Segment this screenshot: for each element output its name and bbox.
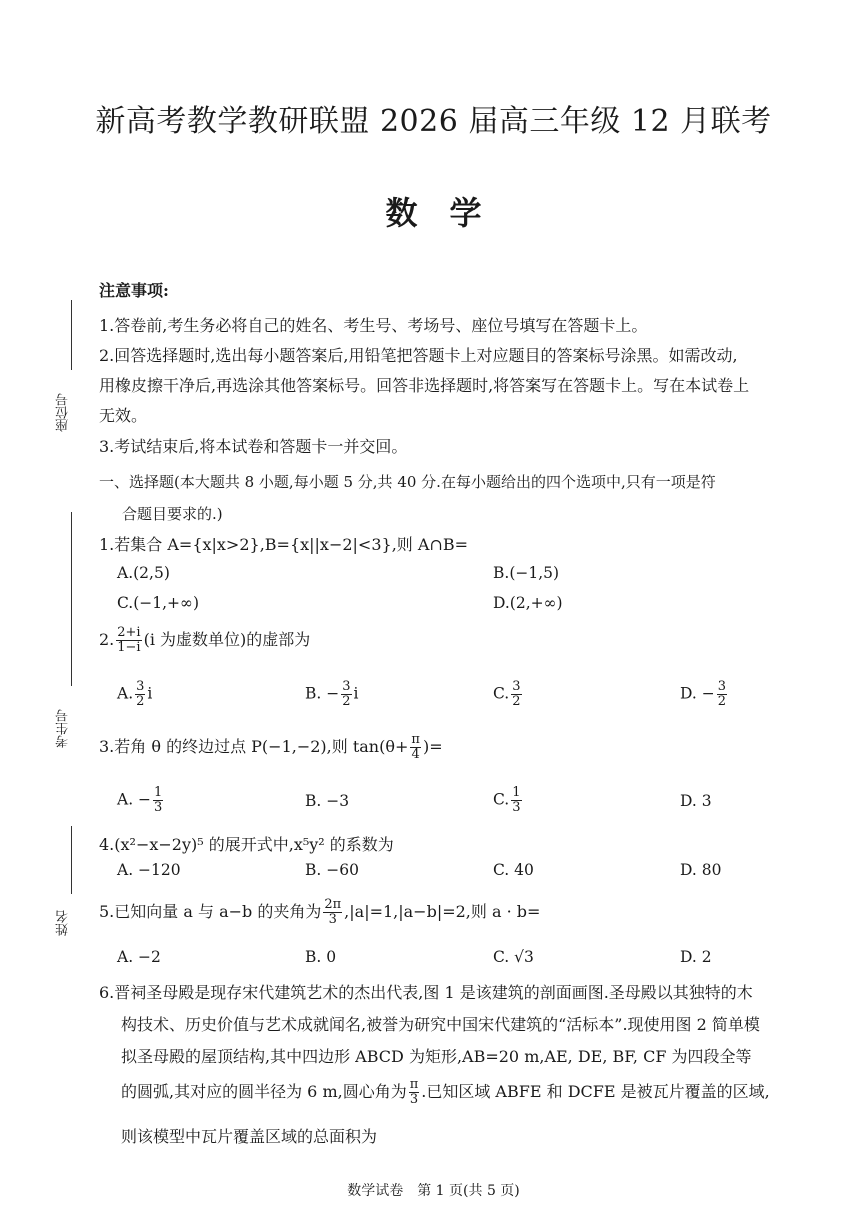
q1-option-b: B.(−1,5) [493, 564, 560, 582]
section-1-heading-cont: 合题目要求的.) [122, 505, 223, 523]
seat-number-label: 座位号 [56, 393, 71, 432]
exam-number-line [71, 512, 72, 686]
q4-option-a: A. −120 [117, 861, 181, 879]
q5-option-c: C. √3 [493, 948, 534, 966]
q4-option-c: C. 40 [493, 861, 534, 879]
exam-number-label: 考生号 [56, 709, 71, 748]
note-2-line-1: 2.回答选择题时,选出每小题答案后,用铅笔把答题卡上对应题目的答案标号涂黑。如需改动, [99, 346, 738, 365]
q1-option-a: A.(2,5) [117, 564, 170, 582]
exam-title: 新高考教学教研联盟 2026 届高三年级 12 月联考 [95, 104, 772, 139]
question-2-stem: 2. $\frac{2+i}{1-i}$ (i 为虚数单位)的虚部为 [99, 625, 311, 655]
question-6-line-5: 则该模型中瓦片覆盖区域的总面积为 [121, 1127, 378, 1146]
note-1: 1.答卷前,考生务必将自己的姓名、考生号、考场号、座位号填写在答题卡上。 [99, 316, 648, 335]
subject-title: 数 学 [385, 194, 482, 232]
q5-option-a: A. −2 [117, 948, 161, 966]
note-2-line-3: 无效。 [99, 406, 148, 425]
question-6-line-3: 拟圣母殿的屋顶结构,其中四边形 ABCD 为矩形,AB=20 m,AE, DE, BF, CF 为四段全等 [121, 1047, 752, 1066]
q3-option-d: D. 3 [680, 792, 712, 810]
q5-option-d: D. 2 [680, 948, 712, 966]
section-1-heading: 一、选择题(本大题共 8 小题,每小题 5 分,共 40 分.在每小题给出的四个选项中,只有一项是符 [99, 473, 716, 491]
question-1-stem: 1.若集合 A={x|x>2},B={x||x−2|<3},则 A∩B= [99, 535, 468, 554]
q2-option-a: A. $\frac{3}{2}$ i [117, 679, 153, 709]
question-4-stem: 4.(x²−x−2y)⁵ 的展开式中,x⁵y² 的系数为 [99, 835, 394, 854]
seat-number-line [71, 300, 72, 370]
q5-option-b: B. 0 [305, 948, 337, 966]
name-line [71, 826, 72, 894]
q1-option-c: C.(−1,+∞) [117, 594, 200, 612]
q2-option-b: B. − $\frac{3}{2}$ i [305, 679, 359, 709]
question-6-line-1: 6.晋祠圣母殿是现存宋代建筑艺术的杰出代表,图 1 是该建筑的剖面画图.圣母殿以其独特的木 [99, 983, 753, 1002]
note-3: 3.考试结束后,将本试卷和答题卡一并交回。 [99, 437, 408, 456]
q3-option-c: C. $\frac{1}{3}$ [493, 785, 521, 815]
q1-option-d: D.(2,+∞) [493, 594, 563, 612]
note-2-line-2: 用橡皮擦干净后,再选涂其他答案标号。回答非选择题时,将答案写在答题卡上。写在本试卷上 [99, 376, 750, 395]
name-label: 姓名 [56, 910, 71, 936]
q2-option-d: D. − $\frac{3}{2}$ [680, 679, 726, 709]
page-footer: 数学试卷 第 1 页(共 5 页) [347, 1183, 520, 1199]
q2-option-c: C. $\frac{3}{2}$ [493, 679, 521, 709]
notes-heading: 注意事项: [99, 281, 169, 300]
question-3-stem: 3.若角 θ 的终边过点 P(−1,−2),则 tan(θ+ $\frac{\pi}{4}$ )= [99, 732, 443, 762]
q4-option-b: B. −60 [305, 861, 359, 879]
question-6-line-2: 构技术、历史价值与艺术成就闻名,被誉为研究中国宋代建筑的“活标本”.现使用图 2 简单模 [121, 1015, 760, 1034]
q3-option-a: A. − $\frac{1}{3}$ [117, 785, 163, 815]
q3-option-b: B. −3 [305, 792, 350, 810]
q2-fraction: $\frac{2+i}{1-i}$ [117, 625, 141, 655]
q4-option-d: D. 80 [680, 861, 722, 879]
question-5-stem: 5.已知向量 a 与 a−b 的夹角为 $\frac{2\pi}{3}$ ,|a|=1,|a−b|=2,则 a · b= [99, 897, 541, 927]
question-6-line-4: 的圆弧,其对应的圆半径为 6 m,圆心角为 $\frac{\pi}{3}$ .已知区域 ABFE 和 DCFE 是被瓦片覆盖的区域, [121, 1077, 770, 1107]
